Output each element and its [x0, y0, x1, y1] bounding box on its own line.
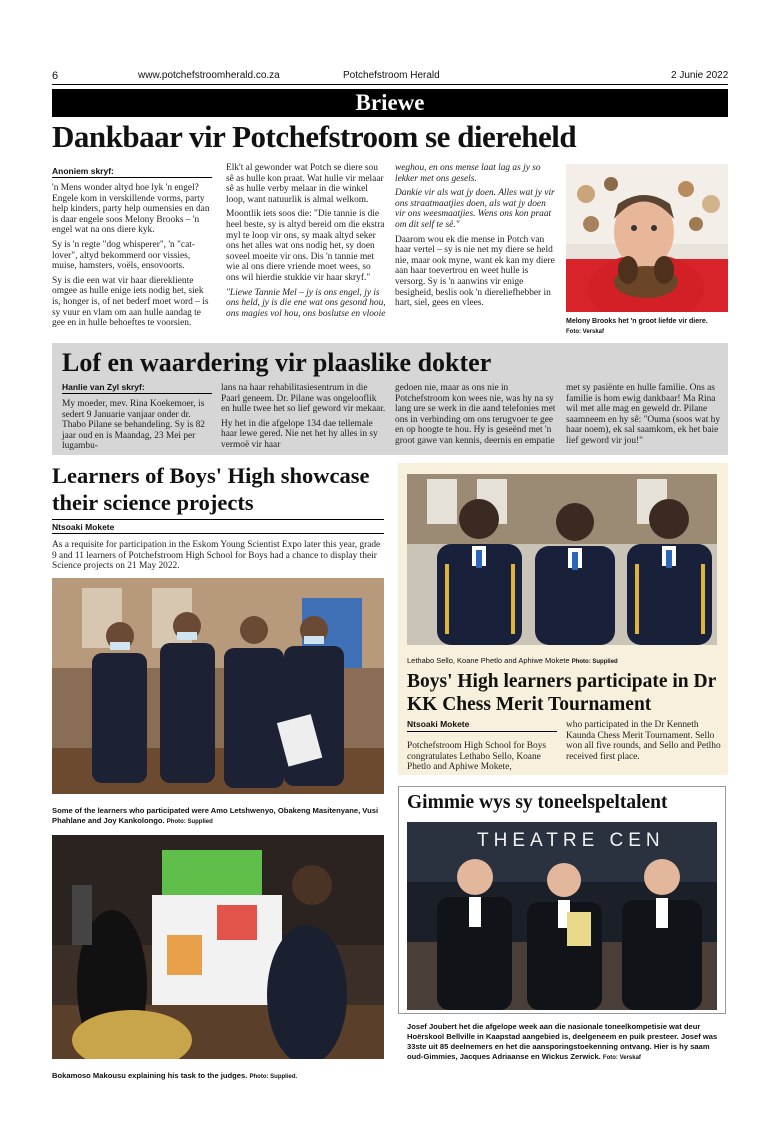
letter1-col1	[52, 183, 212, 333]
theatre-sign: THEATRE CEN	[477, 830, 665, 851]
paragraph: Hy het in die afgelope 134 dae tellemale haar lewe gered. Nie net het hy alles in sy vermoë vir haar	[221, 418, 378, 450]
letter1-col2	[226, 163, 386, 323]
letter1-byline: Anoniem skryf:	[52, 166, 114, 176]
paragraph: 'n Mens wonder altyd hoe lyk 'n engel? Engele kom in verskillende vorms, party help kinders, party help oumensies en dan is daar engele soos Melony Brooks – 'n engel wat na ons diere kyk.	[52, 183, 210, 236]
letter2-headline: Lof en waardering vir plaaslike dokter	[62, 348, 492, 377]
byline-rule	[52, 177, 212, 178]
paragraph: gedoen nie, maar as ons nie in Potchefstroom kon wees nie, was hy na sy lang ure se werk in die aand telefonies met ons in verbinding om ons terugvoer te gee en op hoogte te hou. Hy is geseënd met 'n groot gawe van kennis, deernis en empatie	[395, 383, 556, 446]
paragraph: My moeder, mev. Rina Koekemoer, is sedert 9 Januarie vanjaar onder dr. Thabo Pilane se behandeling. Sy is 82 jaar oud en is Maandag, 23 Mei per lugambu-	[62, 399, 205, 452]
article2-byline: Ntsoaki Mokete	[407, 719, 470, 729]
paragraph: Sy is die een wat vir haar dierekliente omgee as hulle enige iets nodig het, siek is, honger is, of net bederf moet word – is sy vuur en vlam om aan hulle aandag te gee en in hulle behoeftes te voorsien.	[52, 275, 209, 329]
melony-caption	[566, 316, 731, 337]
caption-credit: Foto: Verskaf	[566, 329, 605, 335]
article3-headline: Gimmie wys sy toneelspeltalent	[407, 792, 668, 813]
article2-col1: Potchefstroom High School for Boys congratulates Lethabo Sello, Koane Phetlo and Aphiwe Mokete,	[407, 741, 547, 773]
chess-photo	[407, 474, 717, 645]
chess-photo-caption	[407, 656, 725, 667]
byline-rule	[62, 393, 212, 394]
letter1-col3	[395, 163, 555, 313]
caption-text: Some of the learners who participated were Amo Letshwenyo, Obakeng Masitenyane, Vusi Phahlane and Joy Kankolongo.	[52, 806, 379, 825]
caption-credit: Foto: Verskaf	[602, 1055, 641, 1061]
page-number: 6	[52, 70, 59, 82]
paragraph: Dankie vir als wat jy doen. Alles wat jy vir ons straatmaatjies doen, als wat jy doen vir ons weesmaatjies. Wens ons kon praat om dit self te sê."	[395, 188, 555, 230]
letter1-headline: Dankbaar vir Potchefstroom se diereheld	[52, 119, 577, 154]
science-photo-group	[52, 578, 384, 794]
paper-name: Potchefstroom Herald	[343, 70, 440, 81]
article1-body: As a requisite for participation in the Eskom Young Scientist Expo later this year, grade 9 and 11 learners of Potchefstroom High School for Boys had a chance to display their Science projects on 21 May 2022.	[52, 540, 381, 572]
science-photo1-caption	[52, 806, 386, 827]
science-photo2-caption	[52, 1071, 386, 1082]
article2-col2: who participated in the Dr Kenneth Kaunda Chess Merit Tournament. Sello won all five rounds, and Sello and Petlho received first place.	[566, 720, 721, 762]
letter2-col4	[566, 383, 724, 451]
article2-headline: Boys' High learners participate in Dr KK Chess Merit Tournament	[407, 671, 716, 715]
section-banner-text: Briewe	[355, 90, 425, 115]
theatre-photo	[407, 822, 717, 1010]
letter2-col3	[395, 383, 558, 451]
paragraph: Sy is 'n regte "dog whisperer", 'n "cat-lover", altyd bekommerd oor vissies, muise, hamsters, voëls, ensovoorts.	[52, 239, 195, 272]
letter2-byline: Hanlie van Zyl skryf:	[62, 382, 145, 392]
caption-text: Bokamoso Makousu explaining his task to the judges.	[52, 1071, 248, 1080]
issue-date: 2 Junie 2022	[671, 70, 729, 81]
article1-byline: Ntsoaki Mokete	[52, 522, 115, 532]
caption-text: Lethabo Sello, Koane Phetlo and Aphiwe Mokete	[407, 656, 570, 665]
website: www.potchefstroomherald.co.za	[138, 70, 280, 81]
paragraph: lans na haar rehabilitasiesentrum in die Paarl geneem. Dr. Pilane was ongelooflik en hulle twee het so lief geword vir mekaar.	[221, 383, 386, 415]
article-rule	[52, 519, 384, 520]
paragraph: weghou, en ons mense laat lag as jy so lekker met ons gesels.	[395, 163, 541, 184]
paragraph: met sy pasiënte en hulle familie. Ons as familie is hom ewig dankbaar! Ma Rina wil met alle mag en geweld dr. Pilane saamneem en hy sê: "Ouma (soos wat hy haar noem), ek sal saamkom, ek het baie lief geword vir jou!"	[566, 383, 721, 446]
paragraph: Daarom wou ek die mense in Potch van haar vertel – sy is nie net my diere se held nie, maar ook myne, want ek kan my diere aan haar toevertrou en weet hulle is versorg. Sy is 'n aanwins vir enige besigheid, beslis ook 'n diereliefhebber in hart, siel, gees en vlees.	[395, 234, 555, 309]
letter2-col1	[62, 399, 212, 456]
caption-credit: Photo: Supplied	[571, 659, 618, 665]
science-photo-judges	[52, 835, 384, 1059]
article1-headline: Learners of Boys' High showcase their science projects	[52, 463, 370, 515]
theatre-caption	[407, 1022, 728, 1063]
caption-text: Josef Joubert het die afgelope week aan die nasionale toneelkompetisie wat deur Hoërskool Bellville in Kaapstad aangebied is, deelgeneem en puik presteer. Josef was 33ste uit 85 deelnemers en het die aansporingstoekenning ontvang. Hier is hy saam oud-Gimmies, Jacques Adriaanse en Wickus Zerwick.	[407, 1022, 718, 1061]
melony-photo	[566, 164, 728, 312]
caption-credit: Photo: Supplied	[166, 819, 213, 825]
caption-text: Melony Brooks het 'n groot liefde vir diere.	[566, 318, 708, 325]
paragraph: "Liewe Tannie Mel – jy is ons engel, jy is ons held, jy is die ene wat ons gesond hou, ons magies vol hou, ons boslutse en vlooie	[226, 287, 386, 319]
caption-credit: Photo: Supplied.	[249, 1074, 298, 1080]
header-rule	[52, 84, 728, 85]
byline-rule	[52, 533, 384, 534]
paragraph: Elk't al gewonder wat Potch se diere sou sê as hulle kon praat. Wat hulle vir melaar sê as hulle verby melaar in die winkel loop, want natuurlik is almal welkom.	[226, 163, 384, 205]
letter2-col2	[221, 383, 387, 455]
byline-rule	[407, 731, 557, 732]
section-banner	[52, 89, 728, 117]
paragraph: Moontlik iets soos die: "Die tannie is die heel beste, sy is altyd bereid om die ekstra myl te loop vir ons, sy maak altyd seker ons het alles wat ons nodig het, sy doen soveel moeite vir ons. Dis 'n tannie met wie al ons diere vriende moet wees, so ons wil hierdie stukkie vir haar skryf."	[226, 209, 385, 283]
